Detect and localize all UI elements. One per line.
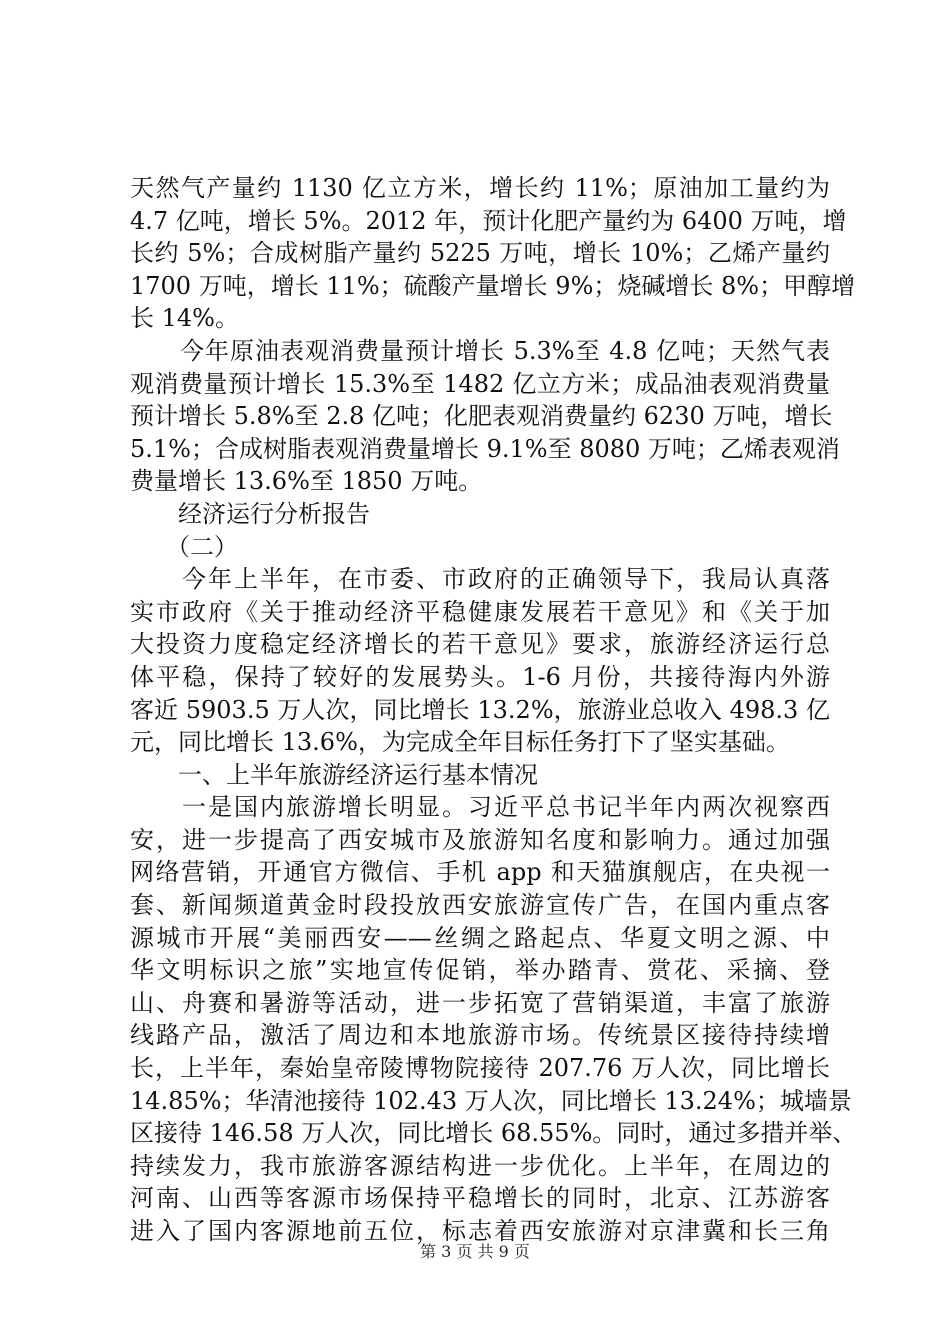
text-line: 线路产品，激活了周边和本地旅游市场。传统景区接待持续增 <box>130 1021 830 1050</box>
text-line: （二） <box>130 532 238 561</box>
text-line: 源城市开展“美丽西安——丝绸之路起点、华夏文明之源、中 <box>130 923 830 952</box>
text-line: 长，上半年，秦始皇帝陵博物院接待 207.76 万人次，同比增长 <box>130 1054 830 1083</box>
text-line: 体平稳，保持了较好的发展势头。1-6 月份，共接待海内外游 <box>130 662 830 691</box>
text-line: 一、上半年旅游经济运行基本情况 <box>130 760 538 789</box>
text-line: 长约 5%；合成树脂产量约 5225 万吨，增长 10%；乙烯产量约 <box>130 239 830 268</box>
text-line: 元，同比增长 13.6%，为完成全年目标任务打下了坚实基础。 <box>130 728 790 757</box>
text-line: 14.85%；华清池接待 102.43 万人次，同比增长 13.24%；城墙景 <box>130 1086 852 1115</box>
text-line: 区接待 146.58 万人次，同比增长 68.55%。同时，通过多措并举、 <box>130 1119 857 1148</box>
text-line: 观消费量预计增长 15.3%至 1482 亿立方米；成品油表观消费量 <box>130 369 830 398</box>
text-line: 费量增长 13.6%至 1850 万吨。 <box>130 467 483 496</box>
text-line: 天然气产量约 1130 亿立方米，增长约 11%；原油加工量约为 <box>130 174 830 202</box>
document-body <box>130 172 857 1248</box>
text-line: 经济运行分析报告 <box>130 499 370 528</box>
text-line: 进入了国内客源地前五位，标志着西安旅游对京津冀和长三角 <box>130 1217 830 1245</box>
text-line: 河南、山西等客源市场保持平稳增长的同时，北京、江苏游客 <box>130 1184 830 1213</box>
text-line: 1700 万吨，增长 11%；硫酸产量增长 9%；烧碱增长 8%；甲醇增 <box>130 271 856 300</box>
text-line: 华文明标识之旅”实地宣传促销，举办踏青、赏花、采摘、登 <box>130 956 830 985</box>
text-line: 4.7 亿吨，增长 5%。2012 年，预计化肥产量约为 6400 万吨，增 <box>130 206 847 235</box>
text-line: 今年上半年，在市委、市政府的正确领导下，我局认真落 <box>130 565 830 594</box>
text-line: 一是国内旅游增长明显。习近平总书记半年内两次视察西 <box>130 793 830 822</box>
text-line: 安，进一步提高了西安城市及旅游知名度和影响力。通过加强 <box>130 825 830 854</box>
text-line: 预计增长 5.8%至 2.8 亿吨；化肥表观消费量约 6230 万吨，增长 <box>130 402 833 431</box>
text-line: 客近 5903.5 万人次，同比增长 13.2%，旅游业总收入 498.3 亿 <box>130 695 830 724</box>
text-line: 山、舟赛和暑游等活动，进一步拓宽了营销渠道，丰富了旅游 <box>130 988 830 1017</box>
text-line: 网络营销，开通官方微信、手机 app 和天猫旗舰店，在央视一 <box>130 858 830 887</box>
text-line: 套、新闻频道黄金时段投放西安旅游宣传广告，在国内重点客 <box>130 891 830 920</box>
text-line: 5.1%；合成树脂表观消费量增长 9.1%至 8080 万吨；乙烯表观消 <box>130 434 840 463</box>
text-line: 今年原油表观消费量预计增长 5.3%至 4.8 亿吨；天然气表 <box>130 336 830 365</box>
page-footer: 第 3 页 共 9 页 <box>420 1242 530 1261</box>
text-line: 大投资力度稳定经济增长的若干意见》要求，旅游经济运行总 <box>130 630 830 659</box>
text-line: 长 14%。 <box>130 304 239 333</box>
text-line: 持续发力，我市旅游客源结构进一步优化。上半年，在周边的 <box>130 1151 830 1180</box>
text-line: 实市政府《关于推动经济平稳健康发展若干意见》和《关于加 <box>130 597 830 626</box>
